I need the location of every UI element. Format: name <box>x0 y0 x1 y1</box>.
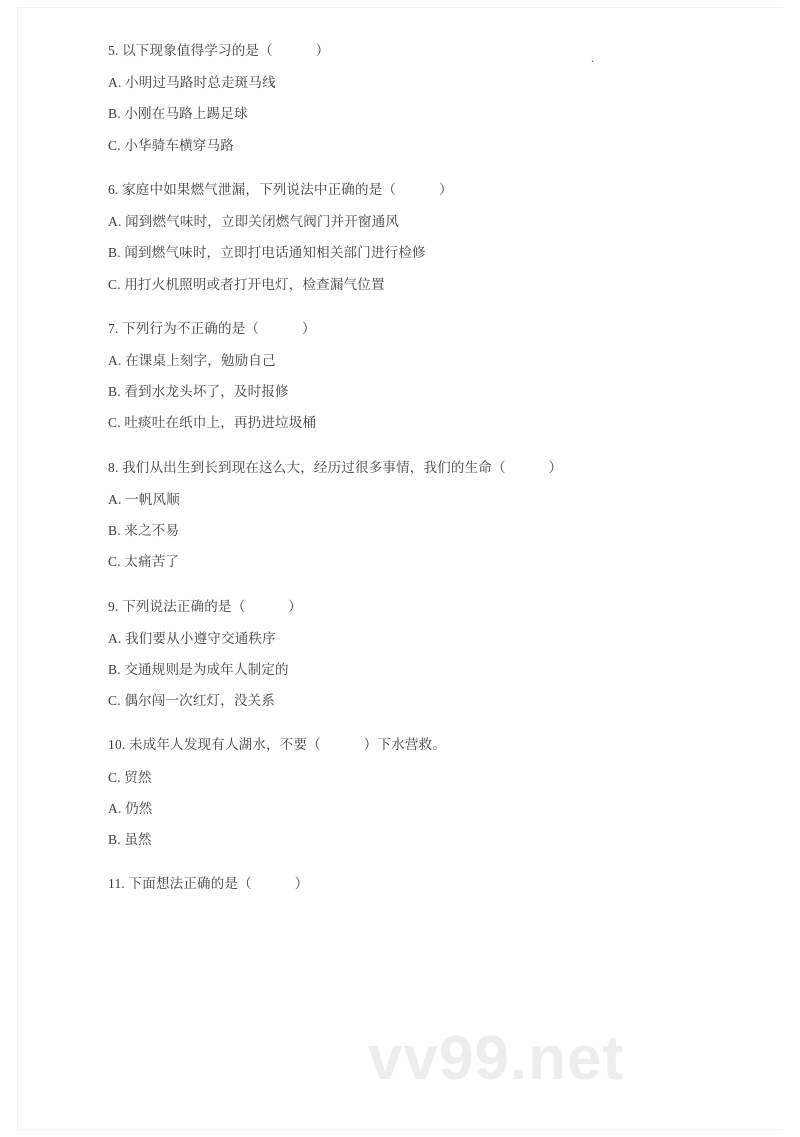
question-block <box>108 181 708 294</box>
question-option: B. 闻到燃气味时，立即打电话通知相关部门进行检修 <box>108 245 426 261</box>
watermark-text: vv99.net <box>368 1024 625 1093</box>
question-block <box>108 42 708 155</box>
question-block <box>108 875 708 893</box>
question-list <box>108 42 708 919</box>
page-right-margin <box>782 8 800 1129</box>
question-option: C. 太痛苦了 <box>108 554 180 570</box>
question-option: A. 小明过马路时总走斑马线 <box>108 75 276 91</box>
document-page <box>18 8 782 1129</box>
question-stem: 5. 以下现象值得学习的是（ ） <box>108 43 330 58</box>
question-option: B. 来之不易 <box>108 523 180 539</box>
question-stem: 8. 我们从出生到长到现在这么大，经历过很多事情，我们的生命（ ） <box>108 459 563 475</box>
question-option: A. 我们要从小遵守交通秩序 <box>108 630 276 646</box>
question-option: C. 用打火机照明或者打开电灯，检查漏气位置 <box>108 276 385 292</box>
question-stem: 11. 下面想法正确的是（ ） <box>108 876 309 892</box>
question-option: C. 贸然 <box>108 769 152 785</box>
question-option: A. 在课桌上刻字，勉励自己 <box>108 352 276 368</box>
question-option: B. 小刚在马路上踢足球 <box>108 106 248 122</box>
question-option: A. 闻到燃气味时，立即关闭燃气阀门并开窗通风 <box>108 214 400 230</box>
question-option: C. 小华骑车横穿马路 <box>108 137 234 153</box>
question-stem: 7. 下列行为不正确的是（ ） <box>108 320 316 336</box>
question-option: C. 偶尔闯一次红灯，没关系 <box>108 693 276 709</box>
question-block <box>108 598 708 711</box>
question-option: A. 仍然 <box>108 800 153 816</box>
question-option: B. 看到水龙头坏了，及时报修 <box>108 384 289 400</box>
question-option: B. 交通规则是为成年人制定的 <box>108 661 289 677</box>
question-stem: 10. 未成年人发现有人湖水，不要（ ）下水营救。 <box>108 737 446 753</box>
question-option: C. 吐痰吐在纸巾上，再扔进垃圾桶 <box>108 415 317 431</box>
question-option: A. 一帆风顺 <box>108 491 180 507</box>
question-stem: 9. 下列说法正确的是（ ） <box>108 598 302 614</box>
question-stem: 6. 家庭中如果燃气泄漏，下列说法中正确的是（ ） <box>108 181 453 197</box>
question-option: B. 虽然 <box>108 832 152 848</box>
question-block <box>108 459 708 572</box>
question-block <box>108 320 708 433</box>
question-block <box>108 736 708 849</box>
page-top-marker: . <box>591 51 594 65</box>
